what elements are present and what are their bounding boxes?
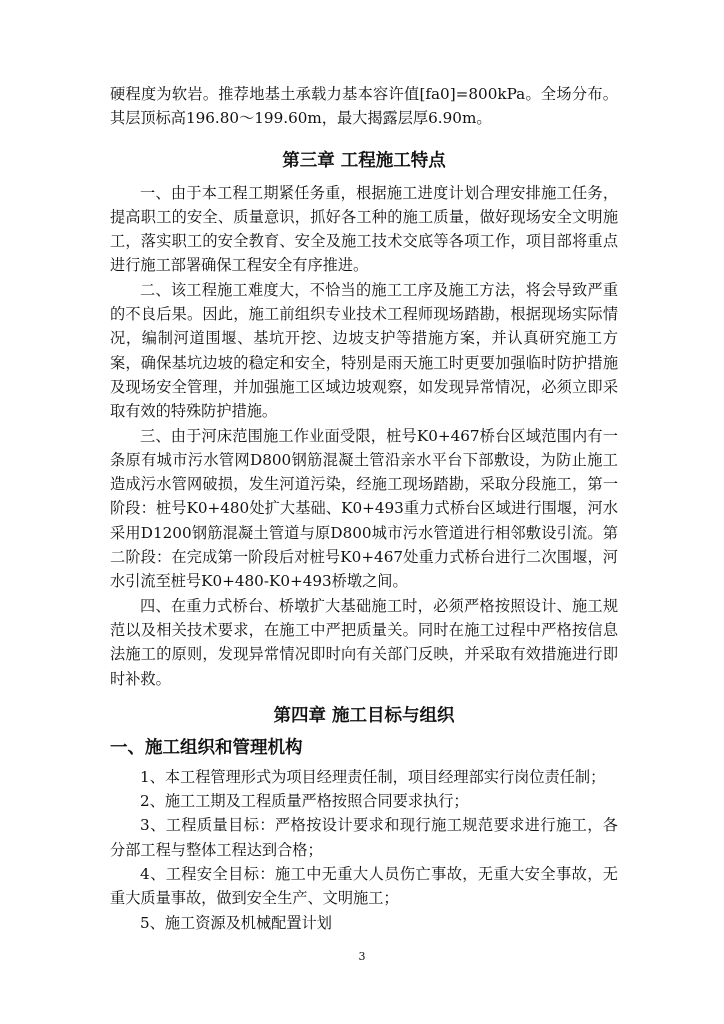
list-item-2: 2、施工工期及工程质量严格按照合同要求执行； [140,792,469,811]
chapter-3-title: 第三章 工程施工特点 [282,150,446,171]
chapter-3-paragraph-2: 二、该工程施工难度大，不恰当的施工工序及施工方法，将会导致严重的不良后果。因此，施工前组织专业技术工程师现场踏勘，根据现场实际情况，编制河道围堰、基坑开挖、边坡支护等措施方案，并认真研究施工方案，确保基坑边坡的稳定和安全，特别是雨天施工时更要加强临时防护措施及现场安全管理，并加强施工区域边坡观察，如发现异常情况，必须立即采取有效的特殊防护措施。 [110,280,618,421]
chapter-3-paragraph-3: 三、由于河床范围施工作业面受限，桩号K0+467桥台区域范围内有一条原有城市污水管网D800钢筋混凝土管沿亲水平台下部敷设，为防止施工造成污水管网破损，发生河道污染，经施工现场踏勘，采取分段施工，第一阶段：桩号K0+480处扩大基础、K0+493重力式桥台区域进行围堰，河水采用D1200钢筋混凝土管道与原D800城市污水管道进行相邻敷设引流。第二阶段：在完成第一阶段后对桩号K0+467处重力式桥台进行二次围堰，河水引流至桩号K0+480-K0+493桥墩之间。 [110,426,618,591]
list-item-3: 3、工程质量目标：严格按设计要求和现行施工规范要求进行施工，各分部工程与整体工程达到合格； [110,816,618,859]
list-item-5: 5、施工资源及机械配置计划 [140,913,332,932]
list-item-1: 1、本工程管理形式为项目经理责任制，项目经理部实行岗位责任制； [140,767,606,786]
page-number: 3 [358,950,366,963]
chapter-4-title: 第四章 施工目标与组织 [273,705,455,726]
list-item-4: 4、工程安全目标：施工中无重大人员伤亡事故，无重大安全事故，无重大质量事故，做到安全生产、文明施工； [110,865,618,908]
page-content [110,82,618,935]
chapter-3-paragraph-4: 四、在重力式桥台、桥墩扩大基础施工时，必须严格按照设计、施工规范以及相关技术要求，在施工中严把质量关。同时在施工过程中严格按信息法施工的原则，发现异常情况即时向有关部门反映，并采取有效措施进行即时补救。 [110,596,618,688]
continuation-paragraph: 硬程度为软岩。推荐地基土承载力基本容许值[fa0]=800kPa。全场分布。其层顶标高196.80～199.60m，最大揭露层厚6.90m。 [110,85,618,128]
chapter-3-paragraph-1: 一、由于本工程工期紧任务重，根据施工进度计划合理安排施工任务，提高职工的安全、质量意识，抓好各工种的施工质量，做好现场安全文明施工，落实职工的安全教育、安全及施工技术交底等各项工作，项目部将重点进行施工部署确保工程安全有序推进。 [110,183,618,275]
section-title: 一、施工组织和管理机构 [110,737,303,758]
